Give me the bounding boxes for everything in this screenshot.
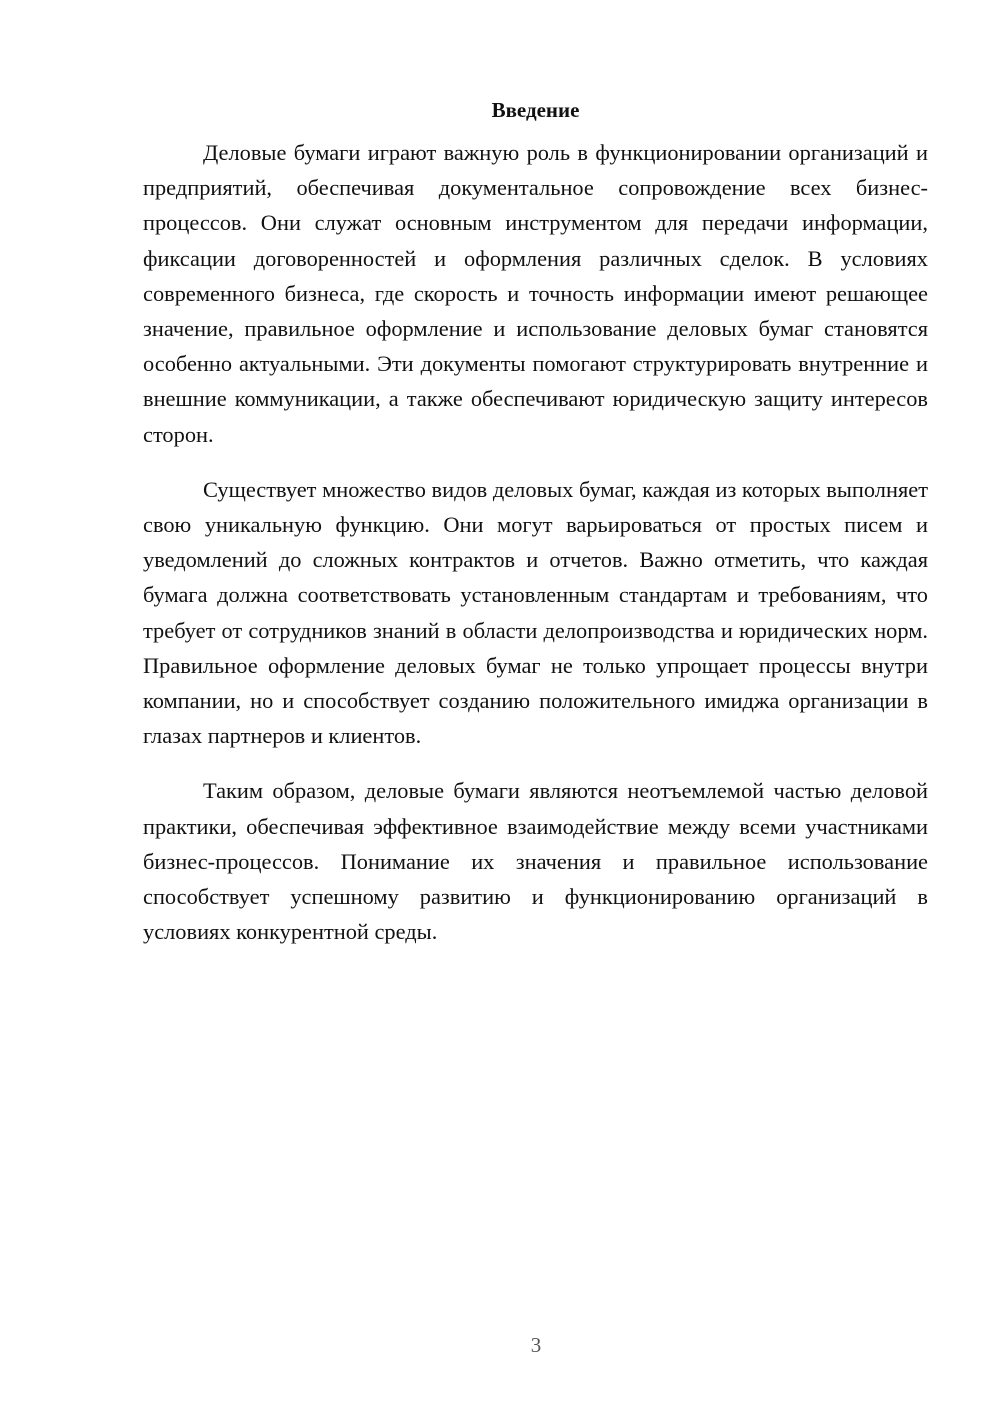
page-content [143, 92, 928, 949]
section-heading: Введение [491, 98, 580, 122]
paragraph-conclusion: Таким образом, деловые бумаги являются неотъемлемой частью деловой практики, обеспечивая эффективное взаимодействие между всеми участниками бизнес-процессов. Понимание их значения и правильное использование способствует успешному развитию и функционированию организаций в условиях конкурентной среды. [143, 778, 928, 945]
paragraph-intro: Деловые бумаги играют важную роль в функционировании организаций и предприятий, обеспечивая документальное сопровождение всех бизнес-процессов. Они служат основным инструментом для передачи информации, фиксации договоренностей и оформления различных сделок. В условиях современного бизнеса, где скорость и точность информации имеют решающее значение, правильное оформление и использование деловых бумаг становятся особенно актуальными. Эти документы помогают структурировать внутренние и внешние коммуникации, а также обеспечивают юридическую защиту интересов сторон. [143, 140, 928, 447]
page-number: 3 [530, 1333, 542, 1357]
paragraph-types: Существует множество видов деловых бумаг, каждая из которых выполняет свою уникальную функцию. Они могут варьироваться от простых писем и уведомлений до сложных контрактов и отчетов. Важно отметить, что каждая бумага должна соответствовать установленным стандартам и требованиям, что требует от сотрудников знаний в области делопроизводства и юридических норм. Правильное оформление деловых бумаг не только упрощает процессы внутри компании, но и способствует созданию положительного имиджа организации в глазах партнеров и клиентов. [143, 476, 928, 749]
